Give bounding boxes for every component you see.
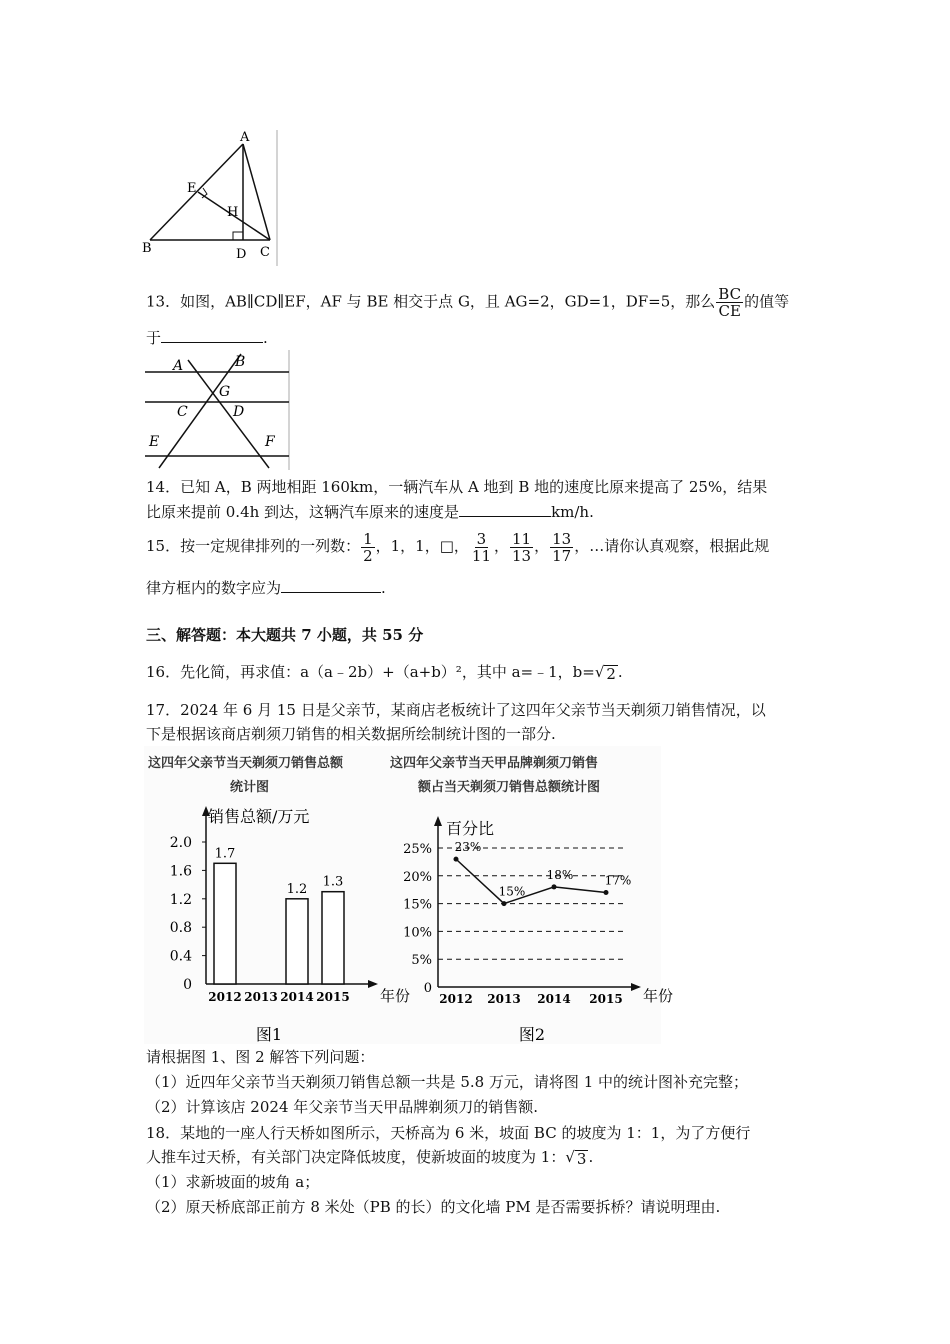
q18-line1: 18．某地的一座人行天桥如图所示，天桥高为 6 米，坡面 BC 的坡度为 1：1，为了方便行 [146, 1124, 751, 1142]
q18-sub2: （2）原天桥底部正前方 8 米处（PB 的长）的文化墙 PM 是否需要拆桥？请说明理由. [146, 1198, 721, 1216]
data-point [454, 857, 459, 862]
q18-line2: 人推车过天桥，有关部门决定降低坡度，使新坡面的坡度为 1： √ 3 . [146, 1148, 594, 1168]
q17-sub1: （1）近四年父亲节当天剃须刀销售总额一共是 5.8 万元，请将图 1 中的统计图补充完整； [146, 1073, 749, 1091]
y-tick-label: 2.0 [169, 835, 192, 851]
line-chart [394, 800, 674, 1044]
q17-sub2: （2）计算该店 2024 年父亲节当天甲品牌剃须刀的销售额. [146, 1098, 539, 1116]
label-A: A [173, 358, 184, 374]
bar-value-label: 1.3 [322, 874, 344, 890]
x-tick-label: 2012 [439, 992, 473, 1006]
q15-fraction-2: $\frac{3}{11}$ [471, 529, 491, 565]
q16-line: 16．先化简，再求值：a（a﹣2b）+（a+b）²，其中 a=﹣1，b= √ 2 . [146, 663, 623, 683]
y-tick-label: 5% [411, 953, 432, 969]
chart2-caption: 图2 [518, 1025, 546, 1044]
y-axis-arrow [434, 816, 442, 826]
x-tick-label: 2014 [537, 992, 571, 1006]
x-tick-label: 2014 [280, 990, 314, 1004]
chart1-caption: 图1 [255, 1025, 283, 1044]
x-tick-label: 2015 [589, 992, 623, 1006]
x-axis-arrow [631, 983, 641, 991]
q13-answer-blank [161, 326, 263, 343]
q13-line2: 于 . [146, 326, 268, 349]
bar-value-label: 1.7 [214, 846, 236, 862]
bar-chart [144, 800, 411, 1044]
q15-line1: 15．按一定规律排列的一列数： $\frac{1}{2}$ ，1，1，□， $\frac{3}{11}$ ， $\frac{11}{13}$ ， $\frac{13}{17}$ ，…请你认真观察，根据此规 [146, 529, 770, 565]
label-E: E [187, 181, 197, 196]
label-F: F [265, 434, 275, 450]
bar [214, 863, 236, 984]
y-tick-label: 1.6 [169, 863, 192, 880]
bar [322, 892, 344, 984]
triangle-figure [140, 128, 285, 268]
chart2-title-line2: 额占当天剃须刀销售总额统计图 [418, 780, 601, 795]
y-tick-label: 0 [183, 977, 192, 993]
q17-line1: 17．2024 年 6 月 15 日是父亲节，某商店老板统计了这四年父亲节当天剃须刀销售情况，以 [146, 701, 766, 719]
parallel-lines-figure [143, 350, 293, 472]
data-point [552, 884, 557, 889]
label-B: B [235, 354, 246, 370]
q15-answer-blank [281, 576, 381, 593]
chart1-title-line1: 这四年父亲节当天剃须刀销售总额 [148, 756, 344, 771]
y-axis-label: 百分比 [446, 819, 495, 838]
label-G: G [219, 384, 231, 400]
label-A: A [240, 130, 250, 145]
x-axis-label: 年份 [643, 987, 674, 1005]
q15-fraction-1: $\frac{1}{2}$ [363, 529, 373, 565]
q13-fraction: $\frac{BC}{CE}$ [718, 285, 742, 320]
q18-sqrt: √ 3 [565, 1148, 587, 1168]
bar [286, 899, 308, 984]
label-E: E [149, 434, 160, 450]
q17-line2: 下是根据该商店剃须刀销售的相关数据所绘制统计图的一部分. [146, 725, 556, 743]
x-tick-label: 2013 [487, 992, 521, 1006]
q14-line1: 14．已知 A，B 两地相距 160km，一辆汽车从 A 地到 B 地的速度比原来提高了 25%，结果 [146, 478, 768, 496]
data-label: 15% [498, 884, 526, 899]
y-tick-label: 20% [403, 869, 432, 885]
q16-sqrt: √ 2 [594, 663, 616, 683]
data-label: 23% [454, 840, 482, 855]
q15-fraction-4: $\frac{13}{17}$ [552, 529, 572, 565]
x-tick-label: 2012 [208, 990, 242, 1004]
y-tick-label: 1.2 [169, 891, 192, 908]
label-D: D [233, 404, 245, 420]
chart2-title-line1: 这四年父亲节当天甲品牌剃须刀销售 [390, 756, 599, 771]
data-label: 17% [604, 873, 632, 888]
q15-line2: 律方框内的数字应为 . [146, 576, 386, 599]
y-axis-label: 销售总额/万元 [208, 807, 310, 826]
q13-line1: 13．如图，AB∥CD∥EF，AF 与 BE 相交于点 G，且 AG=2，GD=1，DF=5，那么 $\frac{BC}{CE}$ 的值等 [146, 285, 790, 320]
data-point [604, 890, 609, 895]
label-D: D [236, 247, 247, 262]
label-H: H [227, 205, 239, 220]
y-tick-label: 0.8 [169, 920, 192, 937]
x-tick-label: 2013 [244, 990, 278, 1004]
label-C: C [177, 404, 188, 420]
section-heading: 三、解答题：本大题共 7 小题，共 55 分 [146, 626, 424, 644]
bar-value-label: 1.2 [286, 881, 308, 897]
y-tick-label: 0.4 [169, 948, 192, 965]
data-point [502, 901, 507, 906]
y-tick-label: 10% [403, 925, 432, 941]
chart1-title-line2: 统计图 [230, 780, 270, 795]
q18-sub1: （1）求新坡面的坡角 a； [146, 1173, 320, 1191]
q14-line2: 比原来提前 0.4h 到达，这辆汽车原来的速度是 km/h. [146, 500, 594, 523]
data-line [456, 859, 606, 903]
y-tick-label: 25% [403, 842, 432, 857]
x-axis-arrow [368, 980, 378, 988]
label-B: B [142, 241, 152, 256]
label-C: C [260, 245, 270, 260]
q15-fraction-3: $\frac{11}{13}$ [512, 529, 532, 565]
x-tick-label: 2015 [316, 990, 350, 1004]
data-label: 18% [546, 867, 574, 882]
q14-answer-blank [459, 500, 551, 517]
x-axis-label: 年份 [380, 987, 411, 1005]
y-tick-label: 0 [423, 981, 432, 996]
y-tick-label: 15% [403, 897, 432, 913]
q17-after: 请根据图 1、图 2 解答下列问题： [146, 1048, 375, 1066]
